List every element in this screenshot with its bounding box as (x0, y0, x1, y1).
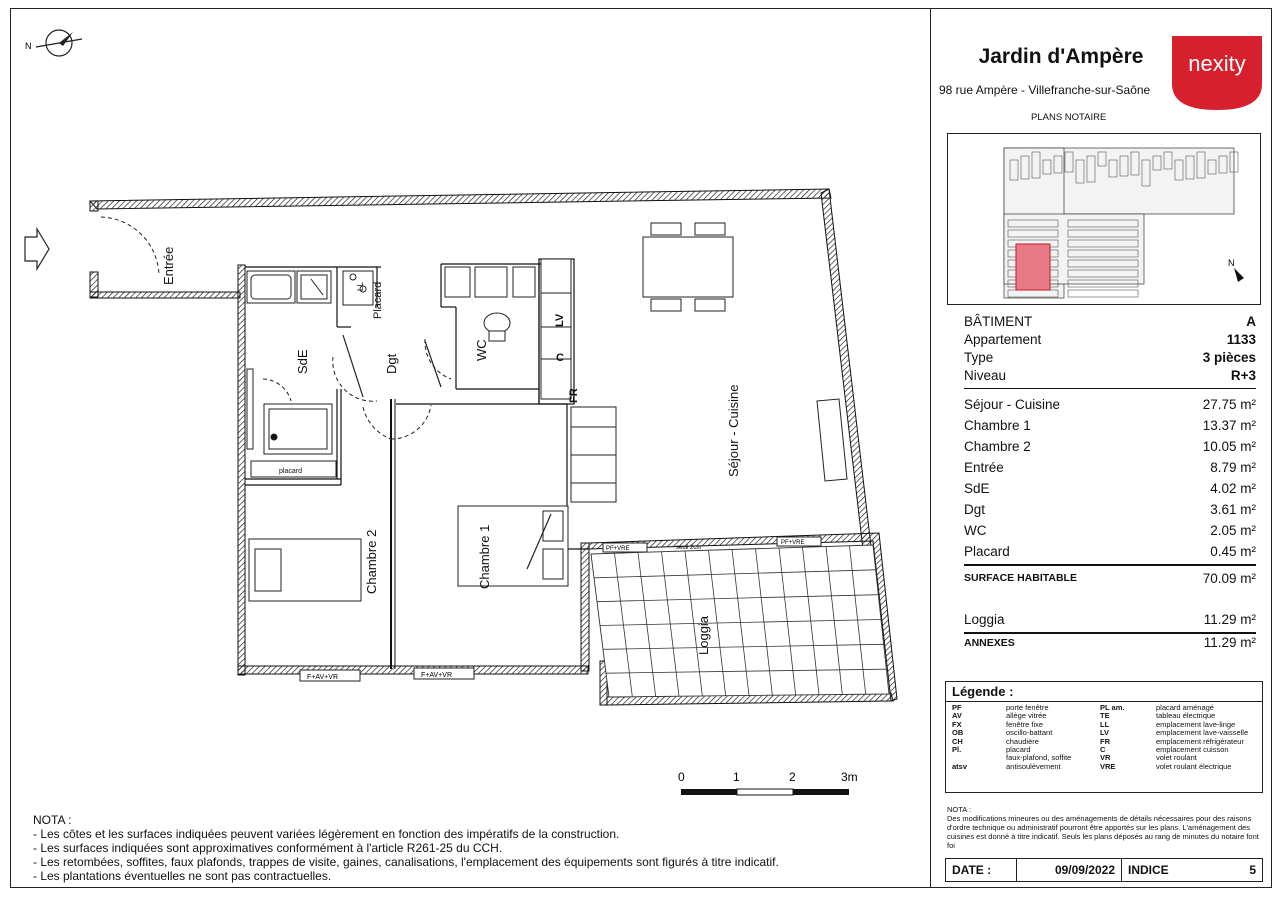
window-bottom-right (414, 668, 474, 679)
label-dgt: Dgt (384, 353, 399, 374)
legend-key: atsv (952, 761, 968, 771)
date-value: 09/09/2022 (1017, 859, 1122, 881)
project-address: 98 rue Ampère - Villefranche-sur-Saône (939, 83, 1151, 97)
info-row: BÂTIMENT A (964, 314, 1256, 329)
label-placard: Placard (372, 281, 384, 319)
plan-notes (33, 813, 779, 883)
plan-note-line: - Les retombées, soffites, faux plafonds, trappes de visite, gaines, canalisations, l'emplacement des équipements sont figurés à titre indicatif. (33, 855, 779, 869)
legend-key: AV (952, 711, 962, 721)
date-label: DATE : (946, 859, 1017, 881)
legend-box (945, 681, 1263, 793)
legend-value: emplacement lave-vaisselle (1156, 728, 1249, 738)
svg-text:0: 0 (678, 770, 685, 784)
apartment-info (964, 313, 1256, 650)
surface-row: Placard 0.45 m² (964, 544, 1256, 559)
compass-icon (25, 30, 82, 56)
plan-note-line: - Les plantations éventuelles ne sont pas contractuelles. (33, 869, 332, 883)
label-sejour: Séjour - Cuisine (726, 384, 741, 477)
info-row: Appartement 1133 (964, 332, 1256, 347)
nexity-logo (1164, 26, 1270, 116)
legend-key: CH (952, 736, 963, 746)
surface-row: WC 2.05 m² (964, 523, 1256, 538)
legend-value: allège vitrée (1006, 711, 1047, 721)
drawing-sheet (10, 8, 1272, 888)
label-placard-small: placard (279, 468, 302, 475)
surface-habitable-row: SURFACE HABITABLE 70.09 m² (964, 571, 1256, 586)
panel-notes-text: Des modifications mineures ou des aménagements de détails nécessaires pour des raisons d'ordre technique ou administratif pourront être apportés sur les plans. L'aménagement des cuisines est donné à titre indicatif. Seuls les plans déposés au rang de minutes du notaire font foi (947, 814, 1259, 850)
floor-plan (11, 9, 930, 887)
compass-north-label: N (25, 41, 32, 51)
label-sde: SdE (295, 349, 310, 374)
surface-row: Entrée 8.79 m² (964, 460, 1256, 475)
plan-note-line: - Les côtes et les surfaces indiquées peuvent variées légèrement en fonction des impératifs de la construction. (33, 827, 620, 841)
minimap (948, 134, 1260, 304)
svg-text:F+AV+VR: F+AV+VR (307, 674, 338, 681)
legend-value: placard aménagé (1156, 703, 1214, 712)
legend-value: volet roulant électrique (1156, 761, 1232, 771)
svg-text:2: 2 (789, 770, 796, 784)
legend-key: VRE (1100, 761, 1116, 771)
legend-key: OB (952, 728, 964, 738)
annexes-total-row: ANNEXES 11.29 m² (964, 635, 1256, 650)
legend-key: PF (952, 703, 962, 712)
legend-key: C (1100, 745, 1106, 755)
label-entree: Entrée (161, 246, 176, 285)
legend-key: TE (1100, 711, 1110, 721)
label-fr: FR (568, 388, 580, 403)
legend-value: porte fenêtre (1006, 703, 1049, 712)
legend-key: LV (1100, 728, 1110, 738)
legend-value: placard (1006, 745, 1031, 755)
legend-value: fenêtre fixe (1006, 719, 1044, 729)
svg-text:N: N (1228, 258, 1235, 268)
legend-key: FX (952, 719, 962, 729)
legend-value: antisoulèvement (1006, 761, 1061, 771)
minimap-compass-icon (1228, 258, 1244, 282)
legend-value: volet roulant (1156, 753, 1197, 763)
surface-row: SdE 4.02 m² (964, 481, 1256, 496)
legend-key: VR (1100, 753, 1111, 763)
scale-bar (678, 770, 858, 795)
dining-table (643, 237, 733, 297)
svg-text:3m: 3m (841, 770, 858, 784)
logo-text: nexity (1188, 51, 1246, 76)
surface-row: Chambre 2 10.05 m² (964, 439, 1256, 454)
svg-text:PF+VRE: PF+VRE (781, 540, 805, 546)
window-bottom-left (300, 670, 360, 681)
legend-key: LL (1100, 719, 1110, 729)
label-chambre1: Chambre 1 (477, 524, 492, 589)
indice-label: INDICE (1128, 863, 1169, 877)
legend-value: emplacement cuisson (1156, 745, 1229, 755)
legend-value: faux-plafond, soffite (1006, 753, 1072, 763)
floor-plan-area (11, 9, 930, 887)
plan-notes-title: NOTA : (33, 813, 72, 827)
indice-value: 5 (1249, 863, 1256, 877)
surface-row: Séjour - Cuisine 27.75 m² (964, 397, 1256, 412)
legend-value: emplacement lave-linge (1156, 719, 1236, 729)
legend-value: emplacement réfrigérateur (1156, 736, 1244, 746)
plan-note-line: - Les surfaces indiquées sont approximatives conformément à l'article R261-25 du CCH. (33, 841, 503, 855)
annex-row: Loggia 11.29 m² (964, 612, 1256, 627)
legend-title: Légende : (946, 682, 1262, 702)
label-wc: WC (474, 339, 489, 361)
legend-key: Pl. (952, 745, 962, 755)
info-row: Type 3 pièces (964, 350, 1256, 365)
label-chambre2: Chambre 2 (364, 529, 379, 594)
svg-text:F+AV+VR: F+AV+VR (421, 672, 452, 679)
entrance-arrow-icon (25, 229, 49, 269)
label-lv: LV (554, 313, 566, 327)
legend-grid (946, 702, 1262, 773)
document-type: PLANS NOTAIRE (1031, 112, 1107, 123)
legend-key: FR (1100, 736, 1110, 746)
svg-text:seuil 2cm: seuil 2cm (676, 545, 702, 551)
label-ll: LL (356, 282, 365, 291)
apartment-highlight (1016, 244, 1050, 290)
toilet (484, 313, 510, 333)
legend-key: PL am. (1100, 703, 1125, 712)
legend-value: chaudière (1006, 736, 1039, 746)
svg-text:PF+VRE: PF+VRE (606, 546, 630, 552)
svg-text:1: 1 (733, 770, 740, 784)
info-row: Niveau R+3 (964, 368, 1256, 383)
title-block (930, 9, 1271, 887)
label-c: C (556, 352, 564, 364)
building-location-map (947, 133, 1261, 305)
surface-row: Dgt 3.61 m² (964, 502, 1256, 517)
footer-box (945, 858, 1263, 882)
project-title: Jardin d'Ampère (978, 45, 1144, 68)
legend-value: tableau électrique (1156, 711, 1216, 721)
surface-row: Chambre 1 13.37 m² (964, 418, 1256, 433)
label-loggia: Loggia (696, 615, 711, 655)
legend-value: oscillo-battant (1006, 728, 1053, 738)
panel-notes-title: NOTA : (947, 805, 972, 814)
panel-notes (947, 805, 1267, 850)
